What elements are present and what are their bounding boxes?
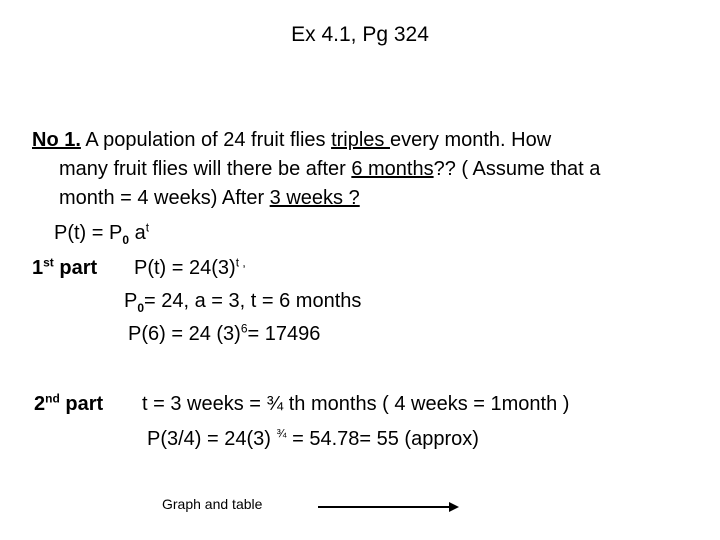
part1-result-tail: = 17496 [247,323,321,345]
part1-given-text: = 24, a = 3, t = 6 months [144,290,362,312]
right-arrow-icon [318,500,460,514]
problem-number: No 1. [32,129,81,151]
formula-text-mid: a [129,222,146,244]
problem-line-2 [59,157,600,181]
part1-given [124,289,361,313]
slide-title: Ex 4.1, Pg 324 [291,23,429,46]
part1-label-sup: st [43,255,54,270]
part2-line-1: t = 3 weeks = ¾ th months ( 4 weeks = 1month ) [142,393,570,415]
problem-line-2-underlined: 6 months [351,158,434,180]
part1-equation-text: P(t) = 24(3) [134,257,236,279]
formula-superscript: t [145,220,150,235]
formula-text: P(t) = P [54,222,123,244]
problem-line-1 [32,128,551,152]
part1-equation-sup: t , [235,255,246,270]
general-formula [54,221,149,245]
part1-label-tail: part [53,257,98,279]
part1-label [32,256,97,280]
part1-label-number: 1 [32,257,44,279]
part2-result-tail: = 54.78= 55 (approx) [286,428,479,450]
problem-line-1-text: A population of 24 fruit flies [80,129,332,151]
part2-label-number: 2 [34,393,46,415]
part2-label [34,392,103,416]
graph-and-table-label[interactable]: Graph and table [162,496,263,512]
part1-given-sub: 0 [137,301,145,315]
formula-subscript: 0 [122,233,130,247]
part1-result [128,322,320,346]
problem-line-3-text: month = 4 weeks) After [59,187,270,209]
part2-result-sup: ¾ [276,426,287,441]
part2-result [147,427,479,451]
problem-line-1-underlined: triples [331,129,390,151]
part1-result-sup: 6 [240,321,248,336]
part2-label-tail: part [59,393,104,415]
part1-result-text: P(6) = 24 (3) [128,323,241,345]
part1-given-p: P [124,290,138,312]
problem-line-3-underlined: 3 weeks ? [269,187,360,209]
problem-line-3 [59,186,360,210]
part1-equation [134,256,246,280]
part2-label-sup: nd [45,391,60,406]
problem-line-1-tail: every month. How [389,129,552,151]
problem-line-2-text: many fruit flies will there be after [59,158,352,180]
problem-line-2-tail: ?? ( Assume that a [433,158,601,180]
part2-result-text: P(3/4) = 24(3) [147,428,277,450]
